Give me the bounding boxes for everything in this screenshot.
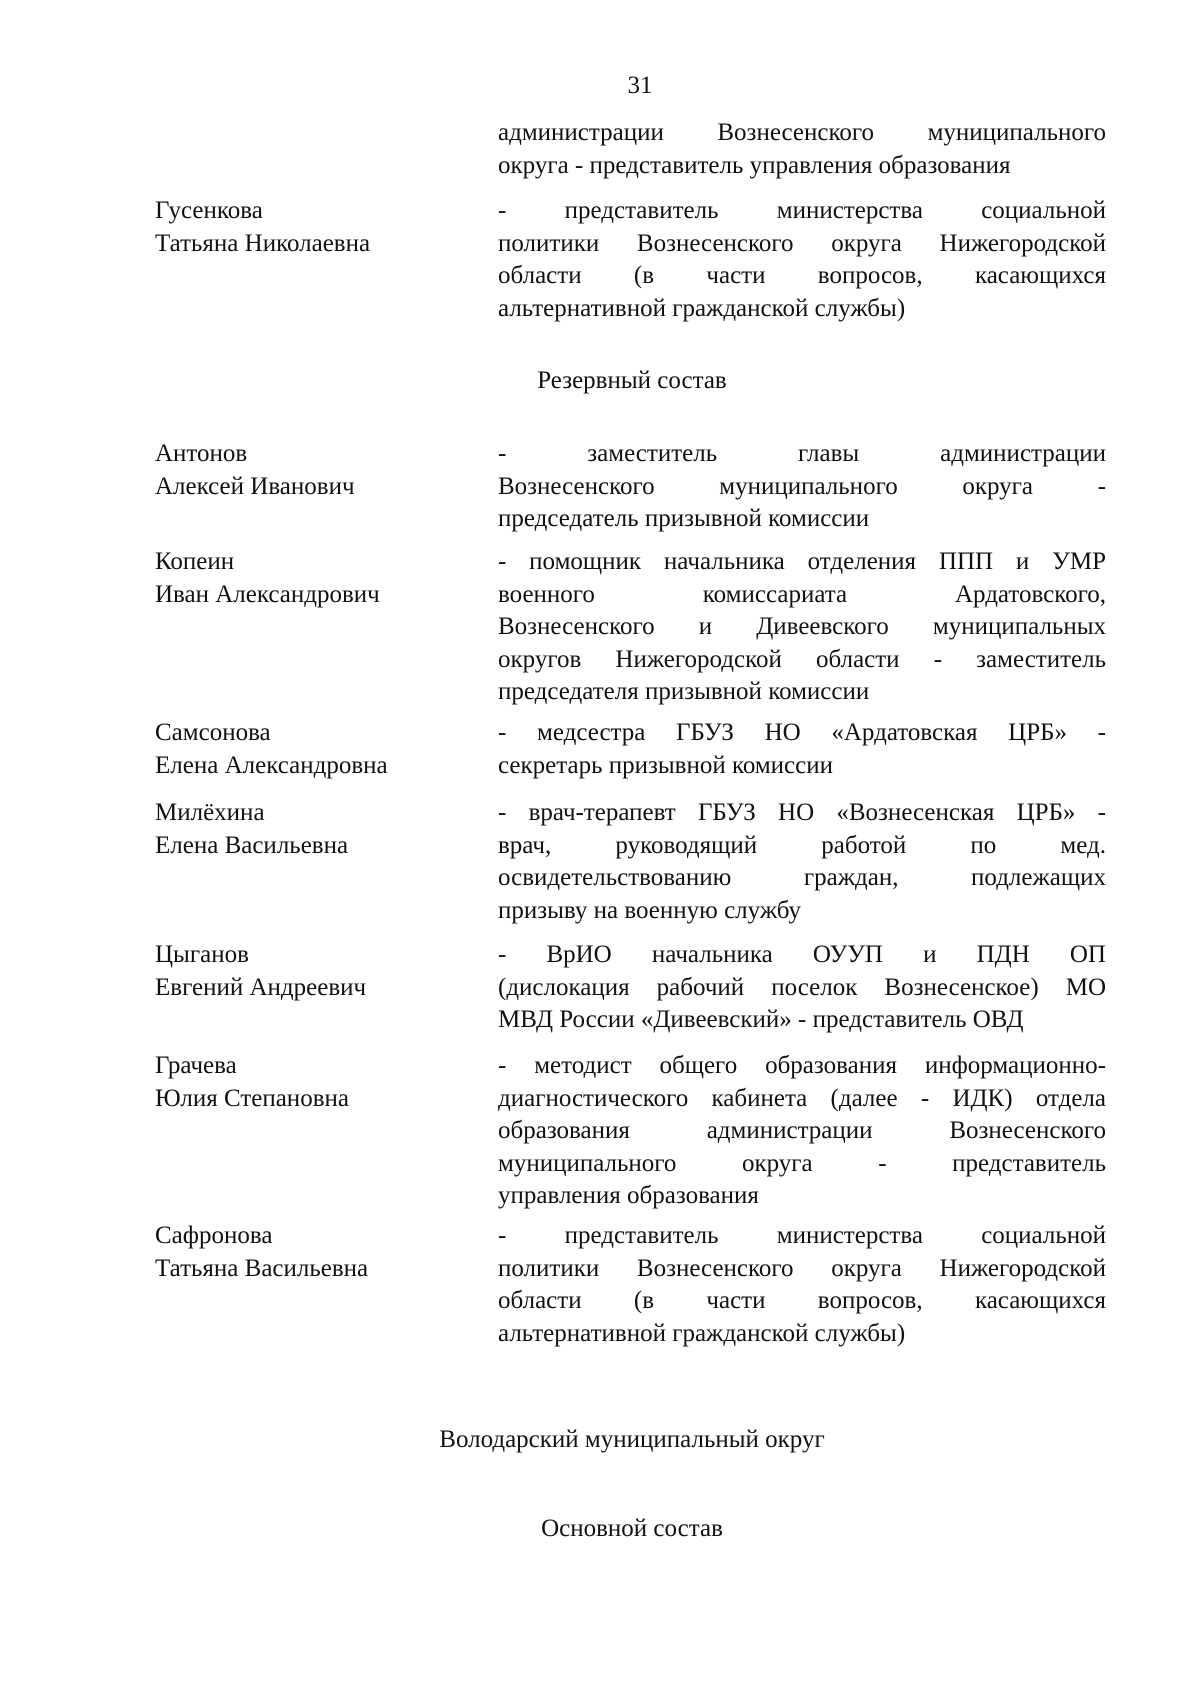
member-description: области (в части вопросов, касающихся (498, 262, 1106, 289)
member-description: альтернативной гражданской службы) (498, 294, 906, 322)
member-description: - методист общего образования информационно- (498, 1052, 1106, 1079)
member-description: - медсестра ГБУЗ НО «Ардатовская ЦРБ» - (498, 719, 1106, 746)
member-description: Вознесенского муниципального округа - (498, 472, 1106, 500)
member-description: военного комиссариата Ардатовского, (498, 580, 1106, 608)
member-name: Цыганов (155, 941, 249, 968)
section-heading-reserve: Резервный состав (537, 367, 727, 394)
member-name: Иван Александрович (155, 580, 380, 608)
member-name: Татьяна Васильевна (155, 1254, 369, 1282)
member-description: политики Вознесенского округа Нижегородской (498, 229, 1106, 257)
member-description: МВД России «Дивеевский» - представитель ОВД (498, 1006, 1024, 1033)
member-description: председатель призывной комиссии (498, 505, 870, 532)
member-name: Милёхина (155, 799, 265, 826)
member-description: - врач-терапевт ГБУЗ НО «Вознесенская ЦРБ» - (498, 799, 1106, 826)
member-description: округов Нижегородской области - заместитель (498, 645, 1106, 673)
section-heading-main: Основной состав (541, 1515, 723, 1542)
member-name: Антонов (155, 440, 248, 467)
member-description: - представитель министерства социальной (498, 1222, 1106, 1249)
member-description: области (в части вопросов, касающихся (498, 1287, 1106, 1314)
continuation-text: округа - представитель управления образования (498, 151, 1011, 179)
page-number: 31 (627, 72, 653, 99)
section-heading-district: Володарский муниципальный округ (439, 1426, 825, 1453)
member-description: - представитель министерства социальной (498, 197, 1106, 224)
member-description: освидетельствованию граждан, подлежащих (498, 864, 1106, 891)
member-name: Самсонова (155, 719, 271, 746)
member-name: Алексей Иванович (155, 472, 355, 500)
member-name: Гусенкова (155, 197, 263, 224)
member-description: врач, руководящий работой по мед. (498, 831, 1106, 859)
member-description: - заместитель главы администрации (498, 440, 1106, 467)
member-description: Вознесенского и Дивеевского муниципальных (498, 613, 1106, 640)
member-name: Татьяна Николаевна (155, 229, 371, 257)
member-description: секретарь призывной комиссии (498, 751, 834, 779)
continuation-text: администрации Вознесенского муниципального (498, 119, 1106, 146)
member-description: - помощник начальника отделения ППП и УМР (498, 548, 1106, 575)
member-name: Грачева (155, 1052, 237, 1079)
member-description: - ВрИО начальника ОУУП и ПДН ОП (498, 941, 1106, 968)
member-description: призыву на военную службу (498, 896, 802, 924)
member-name: Елена Васильевна (155, 831, 349, 859)
member-description: диагностического кабинета (далее - ИДК) отдела (498, 1084, 1106, 1112)
member-name: Сафронова (155, 1222, 273, 1249)
member-name: Евгений Андреевич (155, 973, 367, 1001)
member-name: Елена Александровна (155, 751, 388, 779)
member-description: политики Вознесенского округа Нижегородской (498, 1254, 1106, 1282)
member-description: муниципального округа - представитель (498, 1149, 1106, 1177)
member-description: (дислокация рабочий поселок Вознесенское) МО (498, 973, 1106, 1001)
member-name: Копеин (155, 548, 235, 575)
member-description: председателя призывной комиссии (498, 678, 870, 705)
member-name: Юлия Степановна (155, 1084, 349, 1112)
member-description: альтернативной гражданской службы) (498, 1319, 906, 1347)
member-description: образования администрации Вознесенского (498, 1117, 1106, 1144)
member-description: управления образования (498, 1182, 759, 1209)
